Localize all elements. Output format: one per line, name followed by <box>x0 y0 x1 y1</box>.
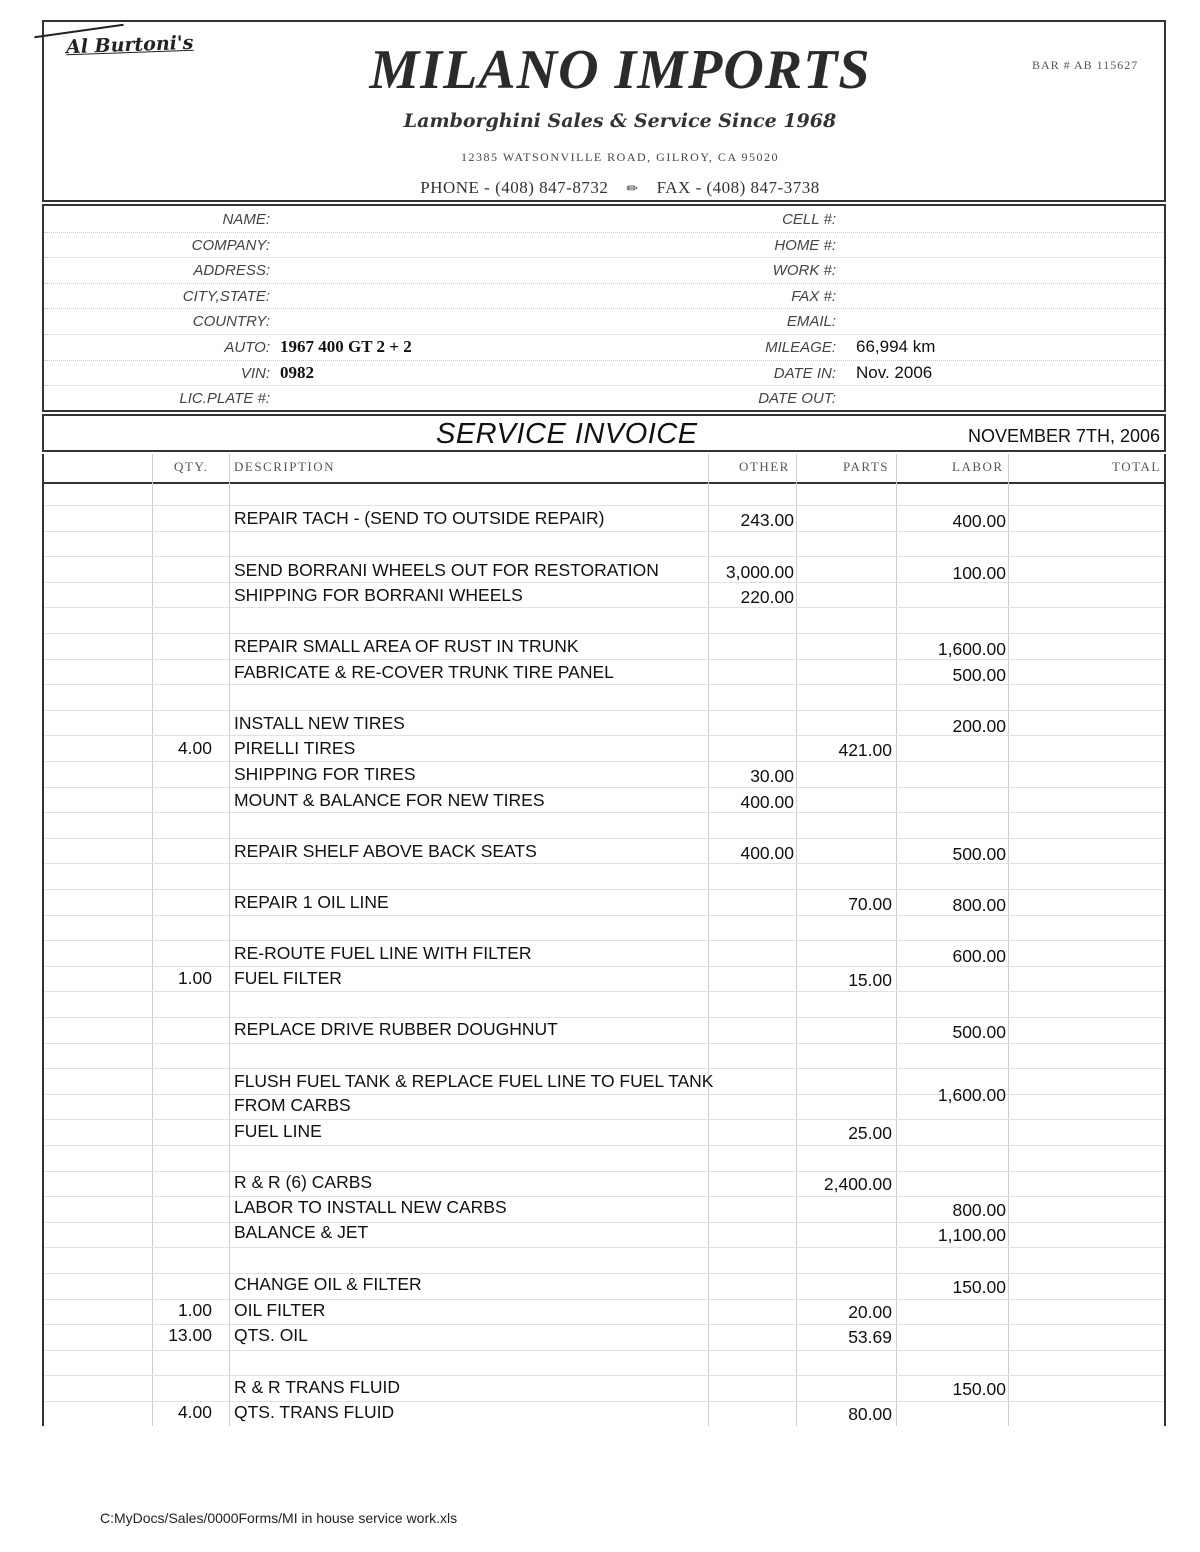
description-cell: BALANCE & JET <box>234 1222 369 1242</box>
qty-cell: 13.00 <box>168 1325 212 1345</box>
row-gridline <box>44 761 1164 762</box>
description-cell: OIL FILTER <box>234 1300 326 1320</box>
labor-cell: 600.00 <box>952 946 1006 966</box>
info-row <box>44 360 1164 387</box>
pencil-icon: ✏ <box>626 182 639 197</box>
invoice-date: NOVEMBER 7TH, 2006 <box>968 426 1161 446</box>
labor-cell: 1,600.00 <box>937 639 1006 659</box>
labor-cell: 200.00 <box>952 716 1006 736</box>
description-cell: QTS. OIL <box>234 1325 308 1345</box>
logo-text: Al Burtoni's <box>65 31 194 59</box>
phone-number: PHONE - (408) 847-8732 <box>420 178 609 197</box>
company-label: COMPANY: <box>191 236 270 254</box>
info-row <box>44 206 1164 233</box>
mileage-label: MILEAGE: <box>765 339 836 356</box>
row-gridline <box>44 1068 1164 1069</box>
parts-cell: 2,400.00 <box>823 1174 892 1194</box>
row-gridline <box>44 838 1164 839</box>
description-cell: SEND BORRANI WHEELS OUT FOR RESTORATION <box>234 560 659 580</box>
description-cell: R & R (6) CARBS <box>234 1172 373 1192</box>
vin-value: 0982 <box>280 362 314 382</box>
total-column-header: TOTAL <box>1112 459 1161 474</box>
labor-column-header: LABOR <box>952 459 1004 474</box>
info-row <box>44 334 1164 361</box>
date-out-label: DATE OUT: <box>758 390 836 408</box>
row-gridline <box>44 505 1164 506</box>
date-in-label: DATE IN: <box>773 364 836 382</box>
company-address: 12385 WATSONVILLE ROAD, GILROY, CA 95020 <box>461 150 779 164</box>
parts-cell: 25.00 <box>848 1123 892 1143</box>
labor-cell: 800.00 <box>952 895 1006 915</box>
description-cell: FUEL FILTER <box>234 968 342 988</box>
date-in-value: Nov. 2006 <box>856 362 933 382</box>
customer-info-box <box>42 204 1166 412</box>
row-gridline <box>44 556 1164 557</box>
invoice-title: SERVICE INVOICE <box>436 418 698 450</box>
labor-cell: 100.00 <box>952 563 1006 583</box>
lic-plate-label: LIC.PLATE #: <box>179 390 270 408</box>
row-gridline <box>44 889 1164 890</box>
labor-cell: 500.00 <box>952 1022 1006 1042</box>
info-row <box>44 283 1164 310</box>
description-cell: INSTALL NEW TIRES <box>234 713 405 733</box>
description-cell: SHIPPING FOR TIRES <box>234 764 416 784</box>
other-cell: 400.00 <box>740 843 794 863</box>
row-gridline <box>44 991 1164 992</box>
parts-cell: 53.69 <box>848 1327 892 1347</box>
description-cell: FABRICATE & RE-COVER TRUNK TIRE PANEL <box>234 662 614 682</box>
vin-label: VIN: <box>240 364 270 382</box>
description-cell: REPAIR SMALL AREA OF RUST IN TRUNK <box>234 636 579 656</box>
auto-value: 1967 400 GT 2 + 2 <box>280 337 412 356</box>
description-cell: R & R TRANS FLUID <box>234 1377 400 1397</box>
company-name: MILANO IMPORTS <box>369 39 871 101</box>
description-cell: FUEL LINE <box>234 1121 322 1141</box>
parts-cell: 421.00 <box>838 740 892 760</box>
row-gridline <box>44 1222 1164 1223</box>
description-column-header: DESCRIPTION <box>234 459 336 474</box>
parts-column-header: PARTS <box>843 459 889 474</box>
name-label: NAME: <box>222 211 270 228</box>
other-cell: 243.00 <box>740 510 794 530</box>
labor-cell: 500.00 <box>952 665 1006 685</box>
other-cell: 3,000.00 <box>725 562 794 582</box>
labor-cell: 150.00 <box>952 1277 1006 1297</box>
description-cell: FROM CARBS <box>234 1095 351 1115</box>
auto-label: AUTO: <box>224 339 270 356</box>
row-gridline <box>44 1401 1164 1402</box>
description-cell: FLUSH FUEL TANK & REPLACE FUEL LINE TO FUEL TANK <box>234 1071 714 1091</box>
country-label: COUNTRY: <box>192 313 270 331</box>
labor-cell: 800.00 <box>952 1200 1006 1220</box>
fax-label: FAX #: <box>791 287 836 305</box>
description-cell: REPAIR SHELF ABOVE BACK SEATS <box>234 841 537 861</box>
labor-cell: 1,100.00 <box>937 1225 1006 1245</box>
parts-cell: 20.00 <box>848 1302 892 1322</box>
row-gridline <box>44 812 1164 813</box>
description-cell: LABOR TO INSTALL NEW CARBS <box>234 1197 507 1217</box>
description-cell: PIRELLI TIRES <box>234 738 356 758</box>
row-gridline <box>44 1350 1164 1351</box>
row-gridline <box>44 1171 1164 1172</box>
row-gridline <box>44 1196 1164 1197</box>
other-cell: 400.00 <box>740 792 794 812</box>
qty-cell: 4.00 <box>177 1402 212 1422</box>
qty-cell: 1.00 <box>177 1300 212 1320</box>
work-label: WORK #: <box>772 262 836 280</box>
row-gridline <box>44 1145 1164 1146</box>
row-gridline <box>44 940 1164 941</box>
qty-cell: 1.00 <box>177 968 212 988</box>
description-cell: CHANGE OIL & FILTER <box>234 1274 422 1294</box>
labor-cell: 500.00 <box>952 844 1006 864</box>
description-cell: REPAIR TACH - (SEND TO OUTSIDE REPAIR) <box>234 508 605 528</box>
row-gridline <box>44 1299 1164 1300</box>
contact-line <box>0 178 1200 198</box>
qty-cell: 4.00 <box>177 738 212 758</box>
address-label: ADDRESS: <box>193 262 270 280</box>
info-row <box>44 308 1164 335</box>
row-gridline <box>44 1119 1164 1120</box>
email-label: EMAIL: <box>786 313 836 331</box>
row-gridline <box>44 1375 1164 1376</box>
parts-cell: 15.00 <box>848 970 892 990</box>
description-cell: REPLACE DRIVE RUBBER DOUGHNUT <box>234 1019 558 1039</box>
info-row <box>44 232 1164 259</box>
file-path: C:MyDocs/Sales/0000Forms/MI in house service work.xls <box>100 1510 458 1526</box>
qty-column-header: QTY. <box>174 459 209 474</box>
row-gridline <box>44 607 1164 608</box>
row-gridline <box>44 633 1164 634</box>
info-row <box>44 385 1164 411</box>
fax-number: FAX - (408) 847-3738 <box>656 178 820 197</box>
info-row <box>44 257 1164 284</box>
labor-cell: 400.00 <box>952 511 1006 531</box>
city-state-label: CITY,STATE: <box>182 287 270 305</box>
labor-cell: 1,600.00 <box>937 1085 1006 1105</box>
other-cell: 30.00 <box>750 766 794 786</box>
description-cell: SHIPPING FOR BORRANI WHEELS <box>234 585 523 605</box>
description-cell: QTS. TRANS FLUID <box>234 1402 395 1422</box>
description-cell: MOUNT & BALANCE FOR NEW TIRES <box>234 790 545 810</box>
bar-number: BAR # AB 115627 <box>1032 58 1139 72</box>
row-gridline <box>44 1043 1164 1044</box>
row-gridline <box>44 1324 1164 1325</box>
labor-cell: 150.00 <box>952 1379 1006 1399</box>
description-cell: REPAIR 1 OIL LINE <box>234 892 389 912</box>
row-gridline <box>44 787 1164 788</box>
parts-cell: 70.00 <box>848 894 892 914</box>
description-cell: RE-ROUTE FUEL LINE WITH FILTER <box>234 943 532 963</box>
home-label: HOME #: <box>774 236 836 254</box>
other-column-header: OTHER <box>739 459 790 474</box>
tagline: Lamborghini Sales & Service Since 1968 <box>403 110 837 132</box>
row-gridline <box>44 710 1164 711</box>
cell-label: CELL #: <box>782 211 836 228</box>
row-gridline <box>44 1017 1164 1018</box>
row-gridline <box>44 1273 1164 1274</box>
row-gridline <box>44 1247 1164 1248</box>
parts-cell: 80.00 <box>848 1404 892 1424</box>
mileage-value: 66,994 km <box>856 337 936 356</box>
other-cell: 220.00 <box>740 587 794 607</box>
